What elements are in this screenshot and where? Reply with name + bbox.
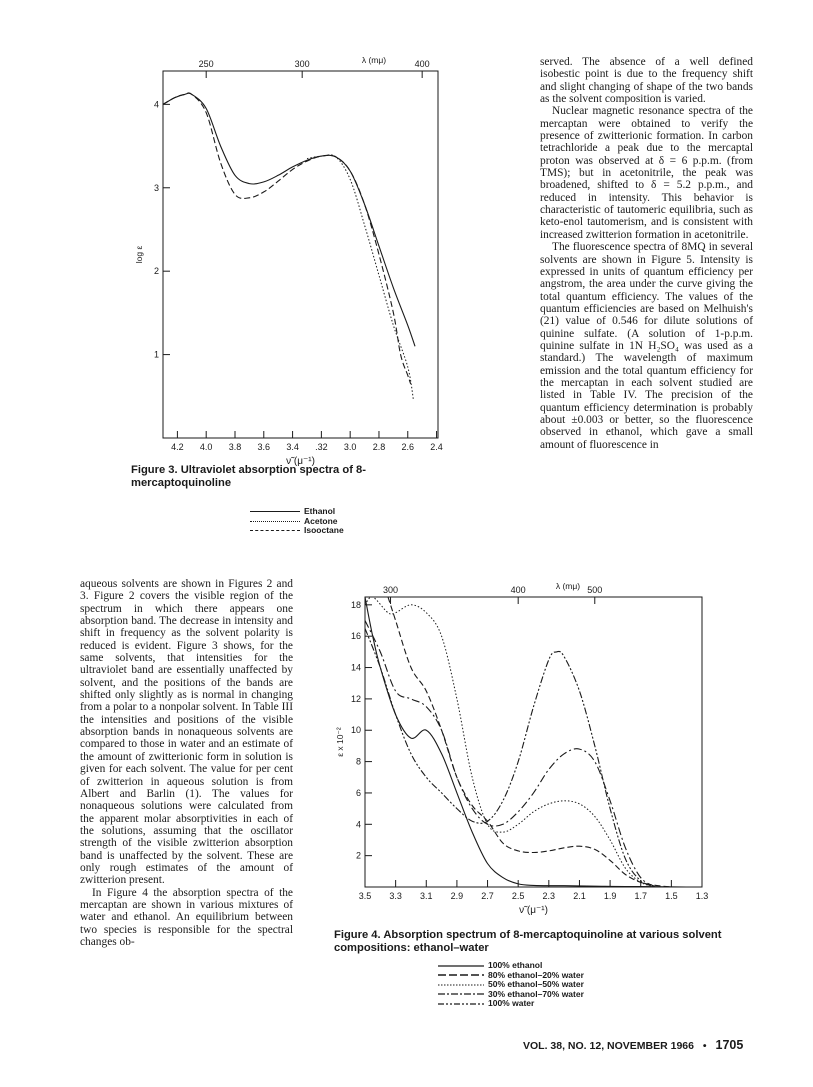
x-tick-label: 2.9	[450, 891, 464, 901]
paragraph: aqueous solvents are shown in Figures 2 and 3. Figure 2 covers the visible region of the spectrum in which there appears one absorption band. The decrease in intensity and shift in frequency as the solvent polarity is reduced is evident. Figure 3 shows, for the same solvents, that intensities for the ultraviolet band are essentially unaffected by solvent, and the positions of the bands are shifted only slightly as is normal in changing from a polar to a nonpolar solvent. In Table III the intensities and positions of the visible absorption bands in nonaqueous solvents are compared to those in water and an estimate of the amount of zwitterionic form in solution is given for each solvent. The value for per cent of zwitterion in aqueous solution is from Albert and Barlin (1). The values for nonaqueous solutions were calculated from the apparent molar absorptivities in each of the solutions, assuming that the oscillator strength of the visible zwitterion absorption band is unaffected by the solvent. These are only rough estimates of the amount of zwitterion present.	[80, 578, 293, 887]
top-tick-label: 300	[383, 585, 399, 595]
top-tick-label: 500	[587, 585, 603, 595]
figure-4-caption: Figure 4. Absorption spectrum of 8-mercaptoquinoline at various solvent compositions: ethanol–water	[334, 929, 722, 954]
x-tick-label: 3.8	[228, 442, 242, 452]
y-tick-label: 3	[153, 182, 159, 193]
x-tick-label: 3.4	[286, 442, 299, 452]
y-tick-label: 16	[350, 631, 361, 642]
y-tick-label: 10	[350, 725, 361, 736]
figure-3-caption: Figure 3. Ultraviolet absorption spectra of 8-mercaptoquinoline	[131, 464, 366, 489]
legend-swatch	[438, 992, 484, 996]
x-tick-label: 4.0	[199, 442, 213, 452]
legend-entry	[438, 999, 584, 1009]
x-tick-label: .32	[315, 442, 328, 452]
x-tick-label: 2.7	[481, 891, 494, 901]
x-axis-label: ν̃ (μ⁻¹)	[286, 456, 315, 467]
top-tick-label: 400	[510, 585, 526, 595]
x-tick-label: 2.3	[542, 891, 556, 901]
legend-swatch	[438, 964, 484, 968]
legend-label: 80% ethanol–20% water	[488, 969, 584, 980]
x-tick-label: 2.4	[430, 442, 443, 452]
y-tick-label: 8	[355, 756, 361, 767]
x-tick-label: 4.2	[171, 442, 184, 452]
series-group	[365, 597, 687, 887]
series-line	[388, 597, 671, 887]
x-tick-label: 2.5	[511, 891, 525, 901]
plot-frame	[365, 597, 702, 887]
x-tick-label: 1.7	[634, 891, 647, 901]
legend-label: 100% ethanol	[488, 960, 543, 970]
x-tick-label: 2.8	[372, 442, 386, 452]
x-axis-label: ν̃ (μ⁻¹)	[519, 905, 548, 916]
y-tick-label: 18	[350, 599, 361, 610]
y-axis-label: log ε	[134, 245, 144, 264]
x-tick-label: 1.5	[665, 891, 678, 901]
legend-label: 50% ethanol–50% water	[488, 979, 584, 989]
paragraph: Nuclear magnetic resonance spectra of the mercaptan were obtained to verify the presence of zwitterionic formation. In carbon tetrachloride a peak due to the mercaptal proton was observed at δ = 6 p.p.m. (from TMS); but in acetonitrile, the peak was broadened, shifted to δ = 5.2 p.p.m., and reduced in intensity. This behavior is characteristic of tautomeric equilibria, such as keto-enol tautomerism, and is consistent with increased zwitterion formation in acetonitrile.	[540, 105, 753, 241]
x-tick-label: 3.5	[358, 891, 372, 901]
y-tick-label: 4	[153, 99, 159, 110]
paragraph: The fluorescence spectra of 8MQ in several solvents are shown in Figure 5. Intensity is expressed in units of quantum efficiency per angstrom, the area under the curve giving the total quantum efficiency. The values of the quantum efficiencies are based on Melhuish's (21) value of 0.546 for dilute solutions of quinine sulfate. (A solution of 1-p.p.m. quinine sulfate in 1N H₂SO₄ was used as a standard.) The wavelength of maximum emission and the total quantum efficiency for the mercaptan in each solvent studied are listed in Table IV. The precision of the quantum efficiency determination is probably about ±0.003 or better, so the fluorescence observed in ethanol, which gave a small amount of fluorescence in	[540, 241, 753, 451]
y-axis-label: ε x 10⁻²	[335, 727, 345, 757]
y-tick-label: 1	[153, 349, 159, 360]
legend-label: Ethanol	[304, 506, 336, 516]
top-tick-label: 250	[198, 59, 214, 69]
y-tick-label: 6	[355, 787, 361, 798]
x-tick-label: 2.1	[573, 891, 586, 901]
x-tick-label: 3.6	[257, 442, 271, 452]
legend-swatch	[438, 983, 484, 987]
x-tick-label: 3.1	[420, 891, 433, 901]
figure-4-legend	[438, 961, 584, 1009]
paragraph: served. The absence of a well defined isobestic point is due to the frequency shift and slight changing of shape of the two bands as the solvent composition is varied.	[540, 56, 753, 106]
top-axis-label: λ (mμ)	[555, 581, 581, 591]
x-tick-label: 2.6	[401, 442, 415, 452]
x-tick-label: 1.3	[695, 891, 709, 901]
legend-label: Isooctane	[304, 525, 344, 535]
legend-swatch	[438, 973, 484, 977]
page-footer	[523, 1038, 763, 1052]
footer-bullet: •	[702, 1040, 707, 1052]
paragraph: In Figure 4 the absorption spectra of the mercaptan are shown in various mixtures of water and ethanol. An equilibrium between two species is responsible for the spectral changes ob-	[80, 886, 293, 948]
page-number: 1705	[715, 1038, 744, 1052]
legend-label: 30% ethanol–70% water	[488, 988, 584, 999]
x-tick-label: 3.3	[389, 891, 402, 901]
y-tick-label: 2	[153, 266, 159, 277]
y-tick-label: 4	[355, 819, 361, 830]
legend-swatch	[438, 1002, 484, 1006]
top-axis-label: λ (mμ)	[361, 55, 387, 65]
y-tick-label: 2	[355, 850, 361, 861]
x-tick-label: 3.0	[343, 442, 357, 452]
legend-label: 100% water	[488, 998, 535, 1008]
y-tick-label: 12	[350, 693, 361, 704]
journal-citation: VOL. 38, NO. 12, NOVEMBER 1966	[523, 1040, 694, 1052]
series-line	[365, 597, 687, 887]
series-line	[365, 597, 656, 887]
x-tick-label: 1.9	[603, 891, 617, 901]
legend-label: Acetone	[304, 515, 338, 526]
y-tick-label: 14	[350, 662, 361, 673]
top-tick-label: 300	[294, 59, 310, 69]
top-tick-label: 400	[414, 59, 430, 69]
